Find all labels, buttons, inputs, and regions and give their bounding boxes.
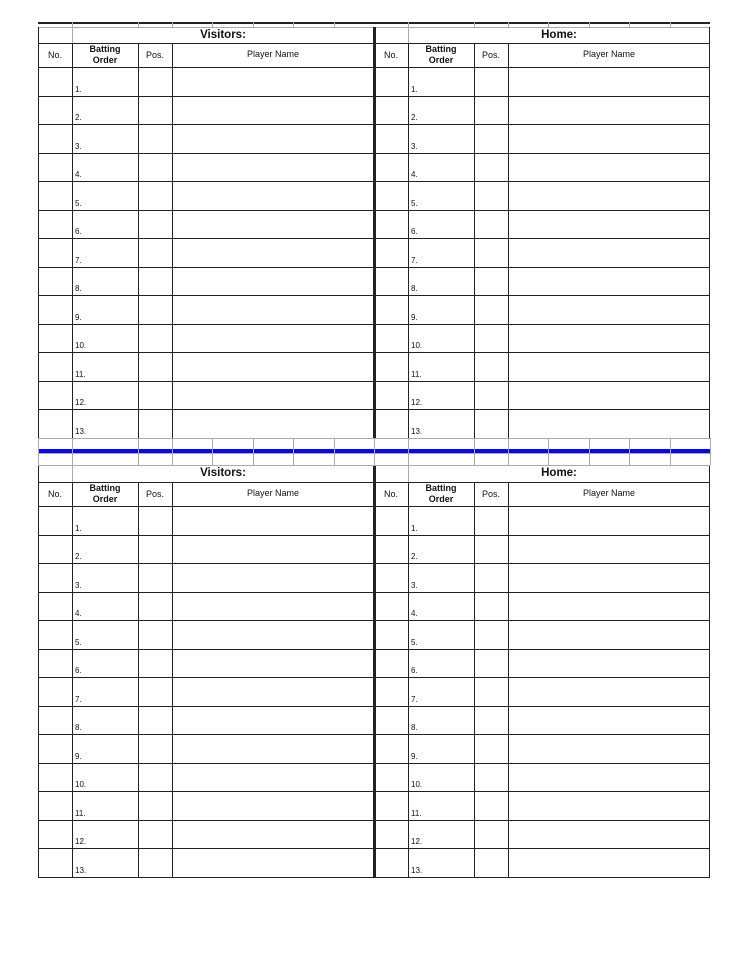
grid-line (508, 438, 509, 465)
player-name-cell[interactable] (510, 565, 707, 590)
player-name-cell[interactable] (510, 155, 707, 180)
position-cell[interactable] (140, 98, 170, 123)
number-cell[interactable] (40, 269, 70, 294)
grid-line (212, 438, 213, 465)
visitors-title: Visitors: (200, 29, 246, 41)
batting-order-number: 1. (75, 523, 82, 533)
player-name-cell[interactable] (510, 240, 707, 265)
number-cell[interactable] (40, 537, 70, 562)
position-cell[interactable] (476, 126, 506, 151)
player-name-cell[interactable] (174, 736, 371, 761)
number-cell[interactable] (40, 126, 70, 151)
header-player-name: Player Name (246, 49, 300, 59)
grid-line (474, 22, 475, 27)
player-name-cell[interactable] (510, 212, 707, 237)
position-cell[interactable] (140, 736, 170, 761)
grid-line (172, 22, 173, 27)
number-cell[interactable] (40, 793, 70, 818)
number-cell[interactable] (40, 240, 70, 265)
number-cell[interactable] (40, 651, 70, 676)
batting-order-number: 4. (75, 170, 82, 179)
position-cell[interactable] (476, 594, 506, 619)
batting-order-number: 3. (75, 141, 82, 151)
position-cell[interactable] (476, 736, 506, 761)
position-cell[interactable] (140, 212, 170, 237)
player-name-cell[interactable] (174, 793, 371, 818)
player-name-cell[interactable] (510, 126, 707, 151)
player-name-cell[interactable] (510, 622, 707, 647)
visitors-title: Visitors: (200, 467, 246, 479)
batting-order-number: 13. (411, 865, 423, 875)
position-cell[interactable] (476, 679, 506, 704)
header-no: No. (383, 50, 398, 60)
batting-order-number: 9. (75, 312, 82, 322)
position-cell[interactable] (476, 240, 506, 265)
number-cell[interactable] (40, 183, 70, 208)
batting-order-number: 2. (411, 552, 418, 561)
grid-line (474, 43, 475, 438)
grid-line (670, 22, 671, 27)
player-name-cell[interactable] (510, 98, 707, 123)
position-cell[interactable] (140, 622, 170, 647)
header-pos: Pos. (481, 50, 500, 60)
number-cell[interactable] (376, 155, 406, 180)
player-name-cell[interactable] (510, 183, 707, 208)
position-cell[interactable] (140, 126, 170, 151)
number-cell[interactable] (40, 594, 70, 619)
batting-order-number: 9. (411, 751, 418, 761)
number-cell[interactable] (376, 126, 406, 151)
position-cell[interactable] (476, 297, 506, 322)
grid-line (408, 482, 409, 877)
number-cell[interactable] (376, 850, 406, 875)
player-name-cell[interactable] (174, 183, 371, 208)
player-name-cell[interactable] (174, 69, 371, 94)
header-no: No. (383, 489, 398, 499)
number-cell[interactable] (376, 183, 406, 208)
batting-order-number: 12. (75, 398, 87, 407)
position-cell[interactable] (476, 508, 506, 533)
player-name-cell[interactable] (174, 651, 371, 676)
grid-line (629, 438, 630, 465)
player-name-cell[interactable] (510, 69, 707, 94)
position-cell[interactable] (476, 183, 506, 208)
number-cell[interactable] (40, 354, 70, 379)
batting-order-number: 2. (411, 113, 418, 122)
position-cell[interactable] (140, 594, 170, 619)
grid-line (38, 465, 39, 877)
batting-order-number: 10. (411, 780, 423, 789)
number-cell[interactable] (376, 98, 406, 123)
position-cell[interactable] (476, 822, 506, 847)
player-name-cell[interactable] (174, 269, 371, 294)
player-name-cell[interactable] (174, 822, 371, 847)
batting-order-number: 4. (411, 170, 418, 179)
number-cell[interactable] (376, 622, 406, 647)
number-cell[interactable] (40, 850, 70, 875)
batting-order-number: 1. (411, 523, 418, 533)
batting-order-number: 9. (75, 751, 82, 761)
player-name-cell[interactable] (174, 537, 371, 562)
player-name-cell[interactable] (174, 565, 371, 590)
batting-order-number: 4. (411, 609, 418, 618)
player-name-cell[interactable] (174, 155, 371, 180)
number-cell[interactable] (376, 594, 406, 619)
batting-order-number: 13. (75, 426, 87, 436)
player-name-cell[interactable] (174, 850, 371, 875)
header-batting-order: Batting Order (425, 44, 457, 65)
grid-line (38, 27, 39, 438)
grid-line (474, 438, 475, 465)
position-cell[interactable] (476, 383, 506, 408)
position-cell[interactable] (476, 69, 506, 94)
number-cell[interactable] (40, 765, 70, 790)
grid-line (138, 22, 139, 27)
batting-order-number: 10. (75, 780, 87, 789)
position-cell[interactable] (140, 765, 170, 790)
grid-line (72, 43, 73, 438)
number-cell[interactable] (376, 679, 406, 704)
batting-order-number: 6. (75, 666, 82, 675)
header-no: No. (47, 50, 62, 60)
batting-order-number: 5. (411, 637, 418, 647)
batting-order-number: 2. (75, 113, 82, 122)
batting-order-number: 12. (411, 398, 423, 407)
grid-line (589, 22, 590, 27)
number-cell[interactable] (376, 354, 406, 379)
number-cell[interactable] (40, 383, 70, 408)
position-cell[interactable] (140, 69, 170, 94)
header-player-name: Player Name (246, 488, 300, 498)
batting-order-number: 12. (75, 837, 87, 846)
batting-order-number: 11. (75, 369, 86, 379)
player-name-cell[interactable] (510, 269, 707, 294)
number-cell[interactable] (376, 708, 406, 733)
position-cell[interactable] (476, 793, 506, 818)
number-cell[interactable] (376, 793, 406, 818)
player-name-cell[interactable] (510, 297, 707, 322)
grid-line (548, 438, 549, 465)
number-cell[interactable] (376, 736, 406, 761)
position-cell[interactable] (140, 708, 170, 733)
number-cell[interactable] (40, 708, 70, 733)
number-cell[interactable] (40, 212, 70, 237)
player-name-cell[interactable] (510, 383, 707, 408)
player-name-cell[interactable] (510, 508, 707, 533)
position-cell[interactable] (476, 326, 506, 351)
number-cell[interactable] (376, 297, 406, 322)
number-cell[interactable] (376, 508, 406, 533)
number-cell[interactable] (40, 69, 70, 94)
position-cell[interactable] (140, 651, 170, 676)
header-batting-order: Batting Order (89, 483, 121, 504)
number-cell[interactable] (40, 98, 70, 123)
grid-line (293, 22, 294, 27)
player-name-cell[interactable] (510, 537, 707, 562)
position-cell[interactable] (476, 354, 506, 379)
grid-line (670, 438, 671, 465)
grid-line (334, 22, 335, 27)
batting-order-number: 4. (75, 609, 82, 618)
batting-order-number: 8. (75, 723, 82, 732)
batting-order-number: 7. (75, 694, 82, 704)
player-name-cell[interactable] (174, 297, 371, 322)
position-cell[interactable] (476, 155, 506, 180)
grid-line (589, 438, 590, 465)
position-cell[interactable] (476, 708, 506, 733)
player-name-cell[interactable] (174, 594, 371, 619)
position-cell[interactable] (140, 565, 170, 590)
batting-order-number: 10. (75, 341, 87, 350)
player-name-cell[interactable] (510, 326, 707, 351)
batting-order-number: 2. (75, 552, 82, 561)
grid-line (508, 22, 509, 27)
batting-order-number: 5. (75, 637, 82, 647)
header-batting-order: Batting Order (425, 483, 457, 504)
batting-order-number: 1. (75, 84, 82, 94)
batting-order-number: 3. (411, 580, 418, 590)
batting-order-number: 13. (75, 865, 87, 875)
position-cell[interactable] (140, 297, 170, 322)
header-pos: Pos. (145, 50, 164, 60)
number-cell[interactable] (376, 651, 406, 676)
grid-line (172, 482, 173, 877)
position-cell[interactable] (140, 508, 170, 533)
batting-order-number: 1. (411, 84, 418, 94)
player-name-cell[interactable] (174, 508, 371, 533)
position-cell[interactable] (140, 793, 170, 818)
grid-line (334, 438, 335, 465)
batting-order-number: 12. (411, 837, 423, 846)
batting-order-number: 7. (411, 694, 418, 704)
number-cell[interactable] (40, 411, 70, 436)
grid-line (138, 43, 139, 438)
number-cell[interactable] (40, 155, 70, 180)
number-cell[interactable] (40, 508, 70, 533)
player-name-cell[interactable] (174, 240, 371, 265)
player-name-cell[interactable] (174, 126, 371, 151)
position-cell[interactable] (140, 155, 170, 180)
position-cell[interactable] (140, 850, 170, 875)
player-name-cell[interactable] (510, 354, 707, 379)
grid-line (408, 438, 409, 465)
player-name-cell[interactable] (174, 383, 371, 408)
number-cell[interactable] (376, 822, 406, 847)
number-cell[interactable] (376, 212, 406, 237)
player-name-cell[interactable] (174, 354, 371, 379)
grid-line (253, 22, 254, 27)
grid-line (629, 22, 630, 27)
grid-line (138, 438, 139, 465)
grid-line (710, 438, 711, 465)
player-name-cell[interactable] (174, 326, 371, 351)
position-cell[interactable] (140, 679, 170, 704)
batting-order-number: 11. (75, 808, 86, 818)
number-cell[interactable] (376, 411, 406, 436)
position-cell[interactable] (476, 565, 506, 590)
player-name-cell[interactable] (174, 98, 371, 123)
grid-line (709, 465, 710, 877)
batting-order-number: 3. (75, 580, 82, 590)
number-cell[interactable] (376, 326, 406, 351)
header-batting-order: Batting Order (89, 44, 121, 65)
position-cell[interactable] (476, 98, 506, 123)
grid-line (374, 438, 375, 465)
home-title: Home: (541, 29, 577, 41)
number-cell[interactable] (376, 537, 406, 562)
position-cell[interactable] (140, 326, 170, 351)
position-cell[interactable] (140, 822, 170, 847)
number-cell[interactable] (376, 69, 406, 94)
grid-line (508, 482, 509, 877)
player-name-cell[interactable] (174, 679, 371, 704)
header-pos: Pos. (145, 489, 164, 499)
grid-line (548, 22, 549, 27)
number-cell[interactable] (40, 622, 70, 647)
batting-order-number: 10. (411, 341, 423, 350)
number-cell[interactable] (376, 269, 406, 294)
position-cell[interactable] (140, 411, 170, 436)
number-cell[interactable] (40, 297, 70, 322)
grid-line (253, 438, 254, 465)
number-cell[interactable] (376, 383, 406, 408)
player-name-cell[interactable] (174, 411, 371, 436)
player-name-cell[interactable] (510, 765, 707, 790)
batting-order-number: 8. (411, 284, 418, 293)
number-cell[interactable] (376, 765, 406, 790)
player-name-cell[interactable] (510, 708, 707, 733)
grid-line (172, 43, 173, 438)
position-cell[interactable] (140, 240, 170, 265)
position-cell[interactable] (476, 651, 506, 676)
number-cell[interactable] (40, 822, 70, 847)
player-name-cell[interactable] (510, 736, 707, 761)
player-name-cell[interactable] (510, 793, 707, 818)
number-cell[interactable] (40, 565, 70, 590)
player-name-cell[interactable] (510, 594, 707, 619)
number-cell[interactable] (40, 326, 70, 351)
player-name-cell[interactable] (174, 765, 371, 790)
player-name-cell[interactable] (174, 622, 371, 647)
batting-order-number: 6. (411, 666, 418, 675)
position-cell[interactable] (476, 537, 506, 562)
number-cell[interactable] (376, 565, 406, 590)
position-cell[interactable] (140, 354, 170, 379)
header-no: No. (47, 489, 62, 499)
position-cell[interactable] (476, 269, 506, 294)
position-cell[interactable] (140, 183, 170, 208)
grid-line (474, 482, 475, 877)
grid-line (72, 438, 73, 465)
position-cell[interactable] (140, 269, 170, 294)
player-name-cell[interactable] (510, 850, 707, 875)
grid-line (508, 43, 509, 438)
header-player-name: Player Name (582, 49, 636, 59)
number-cell[interactable] (376, 240, 406, 265)
batting-order-number: 6. (75, 227, 82, 236)
batting-order-number: 8. (411, 723, 418, 732)
position-cell[interactable] (476, 765, 506, 790)
position-cell[interactable] (140, 537, 170, 562)
player-name-cell[interactable] (510, 651, 707, 676)
batting-order-number: 5. (75, 198, 82, 208)
grid-line (293, 438, 294, 465)
player-name-cell[interactable] (510, 822, 707, 847)
batting-order-number: 7. (411, 255, 418, 265)
grid-line (212, 22, 213, 27)
header-player-name: Player Name (582, 488, 636, 498)
grid-line (38, 877, 710, 879)
batting-order-number: 13. (411, 426, 423, 436)
home-title: Home: (541, 467, 577, 479)
grid-line (709, 27, 710, 438)
player-name-cell[interactable] (174, 212, 371, 237)
grid-line (408, 43, 409, 438)
player-name-cell[interactable] (510, 679, 707, 704)
grid-line (138, 482, 139, 877)
position-cell[interactable] (476, 622, 506, 647)
position-cell[interactable] (476, 212, 506, 237)
number-cell[interactable] (40, 736, 70, 761)
batting-order-number: 11. (411, 369, 422, 379)
batting-order-number: 11. (411, 808, 422, 818)
grid-line (38, 465, 710, 466)
number-cell[interactable] (40, 679, 70, 704)
batting-order-number: 8. (75, 284, 82, 293)
grid-line (38, 438, 39, 465)
grid-line (172, 438, 173, 465)
player-name-cell[interactable] (510, 411, 707, 436)
header-pos: Pos. (481, 489, 500, 499)
batting-order-number: 6. (411, 227, 418, 236)
grid-line (72, 482, 73, 877)
batting-order-number: 5. (411, 198, 418, 208)
player-name-cell[interactable] (174, 708, 371, 733)
batting-order-number: 7. (75, 255, 82, 265)
position-cell[interactable] (476, 411, 506, 436)
position-cell[interactable] (476, 850, 506, 875)
batting-order-number: 3. (411, 141, 418, 151)
batting-order-number: 9. (411, 312, 418, 322)
position-cell[interactable] (140, 383, 170, 408)
